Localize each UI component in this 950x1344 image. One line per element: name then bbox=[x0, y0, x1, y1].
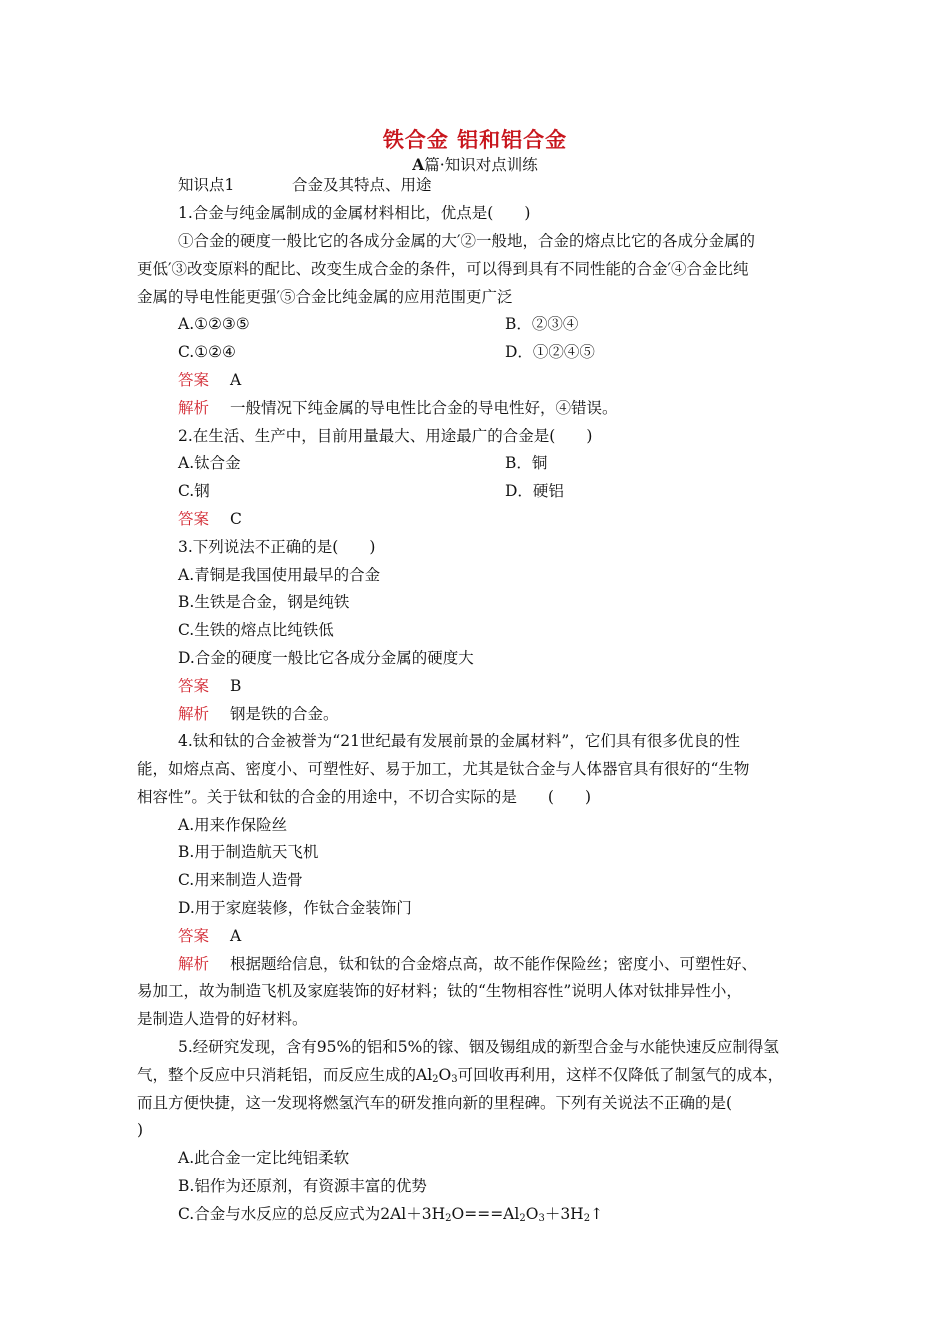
q4-analysis-line-1: 根据题给信息，钛和钛的合金熔点高，故不能作保险丝；密度小、可塑性好、 bbox=[230, 955, 758, 973]
q5-body-line-2-mid: O bbox=[438, 1066, 452, 1084]
q5-option-c-mid-2: O bbox=[525, 1205, 539, 1223]
q5-option-c-end: ↑ bbox=[590, 1205, 604, 1223]
q1-body-line-1: ①合金的硬度一般比它的各成分金属的大′②一般地，合金的熔点比它的各成分金属的 bbox=[178, 232, 756, 250]
section-label: 知识点1 bbox=[178, 176, 235, 194]
q3-option-d: D.合金的硬度一般比它各成分金属的硬度大 bbox=[178, 649, 474, 667]
q5-option-c bbox=[178, 1204, 603, 1229]
q1-option-c: C.①②④ bbox=[178, 343, 236, 361]
q1-option-b: B．②③④ bbox=[505, 315, 579, 333]
q3-option-a: A.青铜是我国使用最早的合金 bbox=[178, 566, 381, 584]
q5-option-c-mid-1: O===Al bbox=[451, 1205, 520, 1223]
q4-answer-label: 答案 bbox=[178, 927, 210, 945]
q4-body-line-1: 4.钛和钛的合金被誉为“21世纪最有发展前景的金属材料”，它们具有很多优良的性 bbox=[178, 732, 740, 750]
q2-answer: C bbox=[230, 510, 242, 528]
section-topic: 合金及其特点、用途 bbox=[292, 176, 432, 194]
q4-analysis-line-2: 易加工，故为制造飞机及家庭装饰的好材料；钛的“生物相容性”说明人体对钛排异性小， bbox=[137, 982, 742, 1000]
q2-option-a: A.钛合金 bbox=[178, 454, 241, 472]
q3-analysis-label: 解析 bbox=[178, 705, 210, 723]
q2-option-d: D．硬铝 bbox=[505, 482, 564, 500]
q5-sub-1: 2 bbox=[432, 1074, 439, 1085]
q3-answer-label: 答案 bbox=[178, 677, 210, 695]
q1-option-a: A.①②③⑤ bbox=[178, 315, 250, 333]
q5-body-line-2-post: 可回收再利用，这样不仅降低了制氢气的成本， bbox=[457, 1066, 784, 1084]
q1-stem: 1.合金与纯金属制成的金属材料相比，优点是( ) bbox=[178, 204, 531, 222]
page-title: 铁合金 铝和铝合金 bbox=[382, 128, 568, 152]
subtitle-part-label: A bbox=[412, 155, 425, 174]
q1-answer: A bbox=[230, 371, 242, 389]
q5-body-line-2 bbox=[137, 1065, 783, 1090]
q4-analysis-label: 解析 bbox=[178, 955, 210, 973]
q2-answer-label: 答案 bbox=[178, 510, 210, 528]
q5-sub-2: 3 bbox=[451, 1074, 458, 1085]
q1-analysis-label: 解析 bbox=[178, 399, 210, 417]
q4-option-d: D.用于家庭装修，作钛合金装饰门 bbox=[178, 899, 412, 917]
q5-option-a: A.此合金一定比纯铝柔软 bbox=[178, 1149, 350, 1167]
q5-body-line-2-pre: 气，整个反应中只消耗铝，而反应生成的Al bbox=[137, 1066, 433, 1084]
q5-option-c-sub-2: 2 bbox=[519, 1213, 526, 1224]
q5-option-c-sub-1: 2 bbox=[445, 1213, 452, 1224]
q5-option-c-sub-4: 2 bbox=[583, 1213, 591, 1224]
q5-body-line-3: 而且方便快捷，这一发现将燃氢汽车的研发推向新的里程碑。下列有关说法不正确的是( bbox=[137, 1094, 733, 1112]
q4-answer: A bbox=[230, 927, 242, 945]
q4-body-line-2: 能，如熔点高、密度小、可塑性好、易于加工，尤其是钛合金与人体器官具有很好的“生物 bbox=[137, 760, 750, 778]
q4-analysis-line-3: 是制造人造骨的好材料。 bbox=[137, 1010, 308, 1028]
q1-analysis: 一般情况下纯金属的导电性比合金的导电性好，④错误。 bbox=[230, 399, 618, 417]
q1-option-d: D．①②④⑤ bbox=[505, 343, 595, 361]
q5-option-c-sub-3: 3 bbox=[538, 1213, 545, 1224]
q1-answer-label: 答案 bbox=[178, 371, 210, 389]
q5-option-b: B.铝作为还原剂，有资源丰富的优势 bbox=[178, 1177, 427, 1195]
q4-body-line-3: 相容性”。关于钛和钛的合金的用途中，不切合实际的是 ( ) bbox=[137, 788, 592, 806]
q3-option-b: B.生铁是合金，钢是纯铁 bbox=[178, 593, 350, 611]
q1-body-line-3: 金属的导电性能更强′⑤合金比纯金属的应用范围更广泛 bbox=[137, 288, 513, 306]
q3-option-c: C.生铁的熔点比纯铁低 bbox=[178, 621, 334, 639]
q2-option-c: C.钢 bbox=[178, 482, 210, 500]
q2-option-b: B．铜 bbox=[505, 454, 548, 472]
q3-stem: 3.下列说法不正确的是( ) bbox=[178, 538, 376, 556]
q4-option-c: C.用来制造人造骨 bbox=[178, 871, 303, 889]
page-subtitle bbox=[0, 153, 950, 175]
q4-option-a: A.用来作保险丝 bbox=[178, 816, 288, 834]
q5-body-line-1: 5.经研究发现，含有95%的铝和5%的镓、铟及锡组成的新型合金与水能快速反应制得氢 bbox=[178, 1038, 779, 1056]
q3-answer: B bbox=[230, 677, 242, 695]
q4-option-b: B.用于制造航天飞机 bbox=[178, 843, 319, 861]
q5-option-c-pre: C.合金与水反应的总反应式为2Al＋3H bbox=[178, 1205, 446, 1223]
q2-stem: 2.在生活、生产中，目前用量最大、用途最广的合金是( ) bbox=[178, 427, 593, 445]
q5-body-line-4: ) bbox=[137, 1121, 144, 1139]
q5-option-c-mid-3: ＋3H bbox=[544, 1205, 584, 1223]
subtitle-text: 篇·知识对点训练 bbox=[424, 156, 538, 174]
q1-body-line-2: 更低′③改变原料的配比、改变生成合金的条件，可以得到具有不同性能的合金′④合金比纯 bbox=[137, 260, 749, 278]
q3-analysis: 钢是铁的合金。 bbox=[230, 705, 339, 723]
